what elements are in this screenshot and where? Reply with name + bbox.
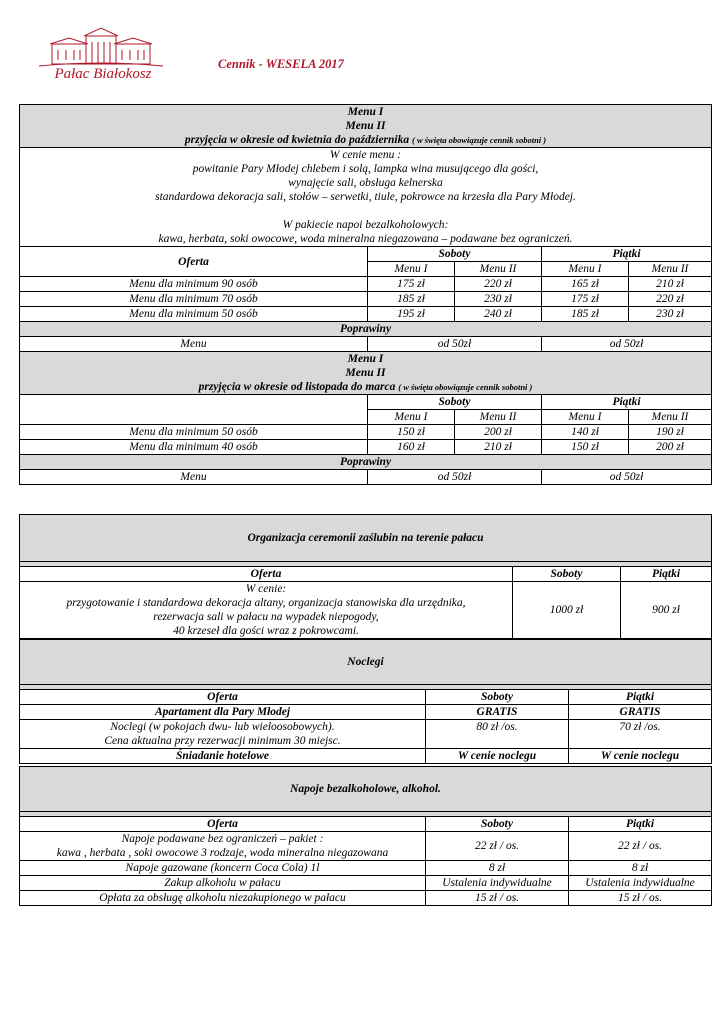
drinks-table bbox=[19, 766, 712, 906]
row-label: Menu dla minimum 50 osób bbox=[20, 425, 368, 440]
menu-1-title: Menu I bbox=[347, 106, 384, 118]
drink-fri: 15 zł / os. bbox=[569, 891, 712, 906]
poprawiny-fri: od 50zł bbox=[542, 470, 712, 485]
include-line: W pakiecie napoi bezalkoholowych: bbox=[282, 219, 449, 231]
price-cell: 160 zł bbox=[368, 440, 455, 455]
table-row bbox=[20, 307, 712, 322]
col-offer: Oferta bbox=[20, 247, 368, 277]
col-fridays: Piątki bbox=[542, 247, 712, 262]
desc-line: rezerwacja sali w pałacu na wypadek niepogody, bbox=[153, 611, 379, 623]
drink-description: Opłata za obsługę alkoholu niezakupionego w pałacu bbox=[20, 891, 426, 906]
row-label: Menu dla minimum 40 osób bbox=[20, 440, 368, 455]
menu-2-title: Menu II bbox=[345, 120, 386, 132]
drink-line: Napoje podawane bez ograniczeń – pakiet : bbox=[121, 833, 324, 845]
col-saturdays: Soboty bbox=[368, 247, 542, 262]
price-cell: 210 zł bbox=[629, 277, 712, 292]
ceremony-heading: Organizacja ceremonii zaślubin na terenie pałacu bbox=[20, 515, 712, 562]
price-cell: 165 zł bbox=[542, 277, 629, 292]
drink-sat: Ustalenia indywidualne bbox=[426, 876, 569, 891]
price-cell: 210 zł bbox=[455, 440, 542, 455]
rooms-line: Cena aktualna przy rezerwacji minimum 30 miejsc. bbox=[104, 735, 341, 747]
menu-2-title: Menu II bbox=[345, 367, 386, 379]
suite-label: Apartament dla Pary Młodej bbox=[20, 705, 426, 720]
palace-logo bbox=[34, 26, 168, 88]
sub-menu-2: Menu II bbox=[455, 262, 542, 277]
rooms-description bbox=[20, 720, 426, 749]
ceremony-description bbox=[20, 582, 513, 639]
price-cell: 150 zł bbox=[542, 440, 629, 455]
poprawiny-header: Poprawiny bbox=[20, 322, 712, 337]
drink-fri: 22 zł / os. bbox=[569, 832, 712, 861]
table-row bbox=[20, 861, 712, 876]
table-row bbox=[20, 832, 712, 861]
season1-header bbox=[20, 105, 712, 148]
desc-line: W cenie: bbox=[245, 583, 287, 595]
table-row bbox=[20, 425, 712, 440]
price-cell: 175 zł bbox=[368, 277, 455, 292]
rooms-line: Noclegi (w pokojach dwu- lub wieloosobowych). bbox=[110, 721, 335, 733]
row-label: Menu dla minimum 90 osób bbox=[20, 277, 368, 292]
include-line: kawa, herbata, soki owocowe, woda mineralna niegazowana – podawane bez ograniczeń. bbox=[158, 233, 573, 245]
price-cell: 185 zł bbox=[368, 292, 455, 307]
drink-fri: Ustalenia indywidualne bbox=[569, 876, 712, 891]
sub-menu-2: Menu II bbox=[629, 262, 712, 277]
include-line: standardowa dekoracja sali, stołów – serwetki, tiule, pokrowce na krzesła dla Pary Młodej. bbox=[155, 191, 576, 203]
table-row bbox=[20, 277, 712, 292]
price-cell: 175 zł bbox=[542, 292, 629, 307]
drink-description: Napoje gazowane (koncern Coca Cola) 1l bbox=[20, 861, 426, 876]
col-fridays: Piątki bbox=[542, 395, 712, 410]
col-saturdays: Soboty bbox=[426, 690, 569, 705]
breakfast-label: Śniadanie hotelowe bbox=[20, 749, 426, 764]
col-fridays: Piątki bbox=[621, 567, 712, 582]
drink-description bbox=[20, 832, 426, 861]
col-offer: Oferta bbox=[20, 817, 426, 832]
col-saturdays: Soboty bbox=[368, 395, 542, 410]
drink-sat: 15 zł / os. bbox=[426, 891, 569, 906]
season1-period: przyjęcia w okresie od kwietnia do października bbox=[184, 134, 410, 146]
include-line: wynajęcie sali, obsługa kelnerska bbox=[288, 177, 443, 189]
drinks-heading: Napoje bezalkoholowe, alkohol. bbox=[20, 767, 712, 812]
season2-period: przyjęcia w okresie od listopada do marca bbox=[198, 381, 396, 393]
price-cell: 140 zł bbox=[542, 425, 629, 440]
row-label: Menu dla minimum 70 osób bbox=[20, 292, 368, 307]
sub-menu-2: Menu II bbox=[455, 410, 542, 425]
drink-fri: 8 zł bbox=[569, 861, 712, 876]
rooms-sat: 80 zł /os. bbox=[426, 720, 569, 749]
poprawiny-fri: od 50zł bbox=[542, 337, 712, 352]
lodging-heading: Noclegi bbox=[20, 640, 712, 685]
include-line: W cenie menu : bbox=[329, 149, 402, 161]
price-cell: 185 zł bbox=[542, 307, 629, 322]
sub-menu-1: Menu I bbox=[368, 410, 455, 425]
document-title: Cennik - WESELA 2017 bbox=[218, 57, 344, 71]
season2-note: ( w święta obowiązuje cennik sobotni ) bbox=[398, 382, 533, 392]
price-cell: 220 zł bbox=[455, 277, 542, 292]
ceremony-fri-price: 900 zł bbox=[621, 582, 712, 639]
menu-price-table bbox=[19, 104, 712, 485]
col-offer: Oferta bbox=[20, 567, 513, 582]
logo-text: Pałac Białokosz bbox=[54, 66, 152, 82]
col-fridays: Piątki bbox=[569, 817, 712, 832]
ceremony-sat-price: 1000 zł bbox=[513, 582, 621, 639]
breakfast-fri: W cenie noclegu bbox=[569, 749, 712, 764]
poprawiny-sat: od 50zł bbox=[368, 470, 542, 485]
price-cell: 230 zł bbox=[629, 307, 712, 322]
drink-description: Zakup alkoholu w pałacu bbox=[20, 876, 426, 891]
include-line: powitanie Pary Młodej chlebem i solą, lampka wina musującego dla gości, bbox=[192, 163, 539, 175]
price-cell: 190 zł bbox=[629, 425, 712, 440]
table-row bbox=[20, 292, 712, 307]
col-fridays: Piątki bbox=[569, 690, 712, 705]
row-label: Menu dla minimum 50 osób bbox=[20, 307, 368, 322]
breakfast-sat: W cenie noclegu bbox=[426, 749, 569, 764]
poprawiny-sat: od 50zł bbox=[368, 337, 542, 352]
poprawiny-label: Menu bbox=[20, 470, 368, 485]
include-line bbox=[22, 204, 709, 218]
col-offer-empty bbox=[20, 395, 368, 425]
season1-includes bbox=[20, 148, 712, 247]
poprawiny-header: Poprawiny bbox=[20, 455, 712, 470]
col-saturdays: Soboty bbox=[513, 567, 621, 582]
price-cell: 240 zł bbox=[455, 307, 542, 322]
price-cell: 195 zł bbox=[368, 307, 455, 322]
drink-line: kawa , herbata , soki owocowe 3 rodzaje, woda mineralna niegazowana bbox=[56, 847, 389, 859]
price-cell: 220 zł bbox=[629, 292, 712, 307]
season1-note: ( w święta obowiązuje cennik sobotni ) bbox=[412, 135, 547, 145]
drink-sat: 8 zł bbox=[426, 861, 569, 876]
price-cell: 150 zł bbox=[368, 425, 455, 440]
season2-header bbox=[20, 352, 712, 395]
drink-sat: 22 zł / os. bbox=[426, 832, 569, 861]
price-cell: 230 zł bbox=[455, 292, 542, 307]
sub-menu-1: Menu I bbox=[542, 262, 629, 277]
desc-line: 40 krzeseł dla gości wraz z pokrowcami. bbox=[173, 625, 359, 637]
suite-sat: GRATIS bbox=[426, 705, 569, 720]
table-row bbox=[20, 891, 712, 906]
lodging-table bbox=[19, 639, 712, 764]
menu-1-title: Menu I bbox=[347, 353, 384, 365]
price-cell: 200 zł bbox=[455, 425, 542, 440]
col-offer: Oferta bbox=[20, 690, 426, 705]
price-cell: 200 zł bbox=[629, 440, 712, 455]
sub-menu-1: Menu I bbox=[368, 262, 455, 277]
desc-line: przygotowanie i standardowa dekoracja altany, organizacja stanowiska dla urzędnika, bbox=[66, 597, 466, 609]
suite-fri: GRATIS bbox=[569, 705, 712, 720]
col-saturdays: Soboty bbox=[426, 817, 569, 832]
sub-menu-2: Menu II bbox=[629, 410, 712, 425]
poprawiny-label: Menu bbox=[20, 337, 368, 352]
table-row bbox=[20, 440, 712, 455]
table-row bbox=[20, 876, 712, 891]
sub-menu-1: Menu I bbox=[542, 410, 629, 425]
rooms-fri: 70 zł /os. bbox=[569, 720, 712, 749]
ceremony-table bbox=[19, 514, 712, 639]
